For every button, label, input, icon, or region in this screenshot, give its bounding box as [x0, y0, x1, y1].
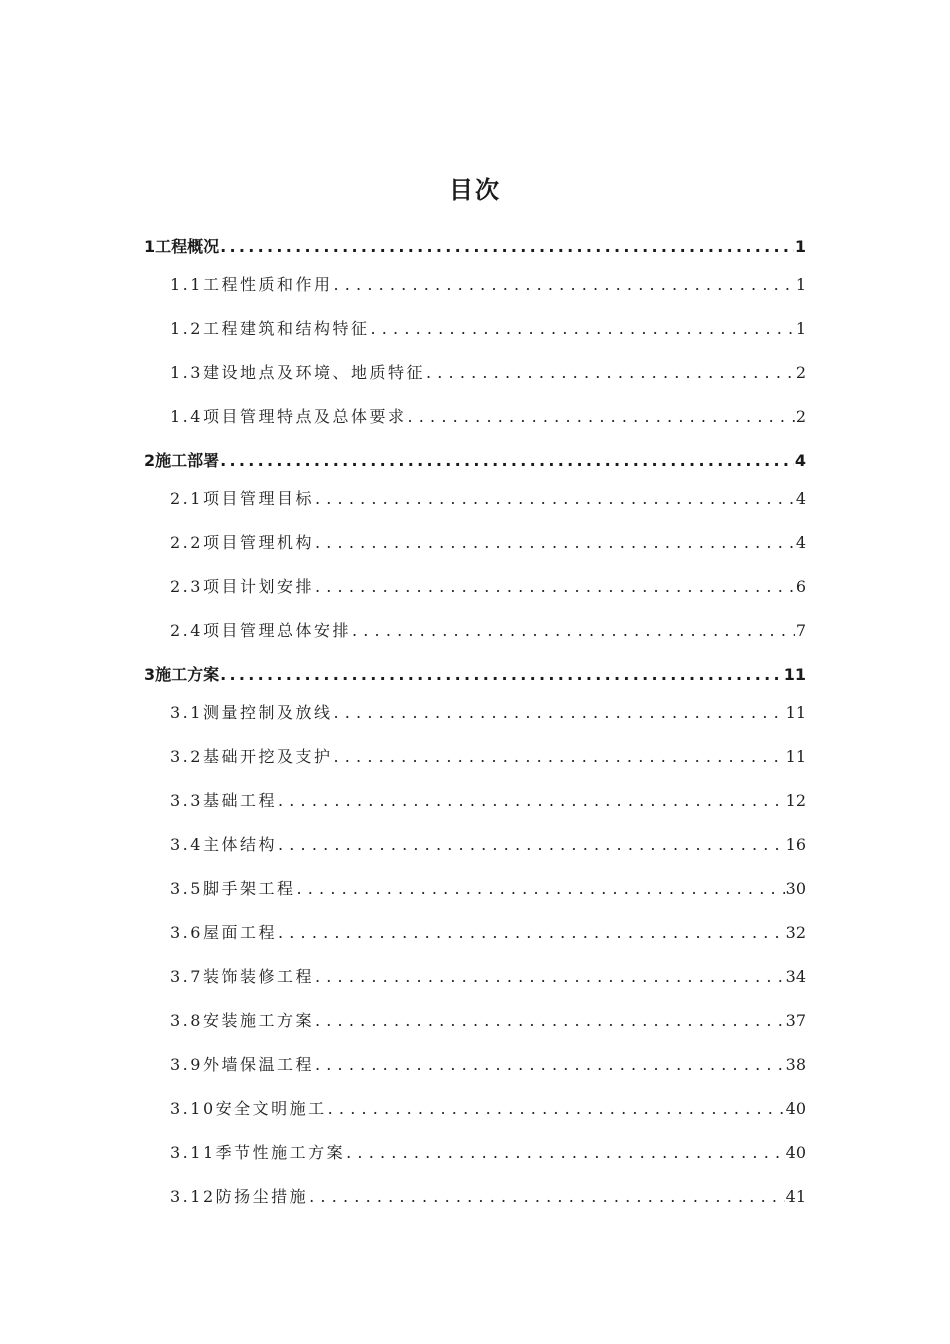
toc-number: 3.4 — [170, 835, 203, 854]
toc-entry[interactable] — [170, 745, 806, 769]
toc-leader — [296, 877, 784, 901]
toc-label: 项目管理总体安排 — [202, 621, 351, 640]
toc-entry[interactable] — [170, 1009, 806, 1033]
toc-page-number: 6 — [795, 577, 806, 596]
toc-label: 项目管理机构 — [202, 533, 314, 552]
toc-number: 2.1 — [170, 489, 203, 508]
toc-leader — [333, 273, 794, 297]
toc-entry[interactable] — [170, 575, 806, 599]
page-title: 目次 — [449, 176, 501, 204]
toc-label: 工程建筑和结构特征 — [202, 319, 370, 338]
toc-label: 工程性质和作用 — [202, 275, 333, 294]
toc-leader — [220, 235, 794, 259]
toc-label: 项目管理目标 — [202, 489, 314, 508]
toc-number: 2.4 — [170, 621, 203, 640]
toc-leader — [333, 701, 784, 725]
toc-leader — [220, 663, 783, 687]
toc-number: 3.6 — [170, 923, 203, 942]
toc-entry[interactable] — [170, 317, 806, 341]
toc-leader — [315, 531, 795, 555]
toc-number: 3.3 — [170, 791, 203, 810]
toc-number: 2 — [144, 451, 156, 470]
toc-page-number: 11 — [783, 665, 806, 684]
toc-label: 测量控制及放线 — [202, 703, 333, 722]
toc-page-number: 7 — [795, 621, 806, 640]
toc-entry[interactable] — [170, 1097, 806, 1121]
toc-leader — [328, 1097, 785, 1121]
toc-leader — [309, 1185, 785, 1209]
toc-entry[interactable] — [170, 921, 806, 945]
toc-page-number: 4 — [795, 533, 806, 552]
toc-leader — [278, 921, 785, 945]
toc-label: 主体结构 — [202, 835, 277, 854]
toc-entry[interactable] — [170, 487, 806, 511]
toc-entry[interactable] — [170, 361, 806, 385]
toc-label: 季节性施工方案 — [215, 1143, 346, 1162]
toc-page-number: 11 — [785, 747, 806, 766]
toc-number: 3.2 — [170, 747, 203, 766]
toc-entry[interactable] — [170, 965, 806, 989]
toc-page-number: 32 — [785, 923, 806, 942]
toc-leader — [426, 361, 795, 385]
toc-entry[interactable] — [170, 701, 806, 725]
toc-entry[interactable] — [144, 449, 806, 473]
toc-number: 3.10 — [170, 1099, 216, 1118]
toc-number: 1 — [144, 237, 156, 256]
toc-leader — [370, 317, 794, 341]
toc-number: 2.3 — [170, 577, 203, 596]
toc-leader — [315, 965, 785, 989]
toc-page-number: 40 — [785, 1099, 806, 1118]
toc-entry[interactable] — [170, 877, 806, 901]
toc-entry[interactable] — [170, 1141, 806, 1165]
toc-page-number: 4 — [794, 451, 806, 470]
toc-entry[interactable] — [170, 1053, 806, 1077]
toc-number: 1.1 — [170, 275, 203, 294]
toc-number: 3.9 — [170, 1055, 203, 1074]
toc-leader — [315, 1009, 785, 1033]
toc-entry[interactable] — [170, 789, 806, 813]
toc-label: 安全文明施工 — [215, 1099, 327, 1118]
toc-label: 防扬尘措施 — [215, 1187, 309, 1206]
toc-page-number: 34 — [785, 967, 806, 986]
toc-number: 3.1 — [170, 703, 203, 722]
toc-entry[interactable] — [170, 833, 806, 857]
toc-number: 3.11 — [170, 1143, 216, 1162]
toc-page-number: 1 — [794, 237, 806, 256]
toc-leader — [220, 449, 794, 473]
toc-number: 1.2 — [170, 319, 203, 338]
toc-leader — [315, 487, 795, 511]
toc-leader — [278, 789, 785, 813]
toc-page-number: 4 — [795, 489, 806, 508]
toc-label: 项目管理特点及总体要求 — [202, 407, 407, 426]
toc-entry[interactable] — [170, 405, 806, 429]
toc-label: 安装施工方案 — [202, 1011, 314, 1030]
toc-page-number: 16 — [785, 835, 806, 854]
toc-entry[interactable] — [170, 531, 806, 555]
toc-label: 项目计划安排 — [202, 577, 314, 596]
toc-label: 工程概况 — [155, 237, 220, 256]
toc-entry[interactable] — [144, 663, 806, 687]
toc-page-number: 2 — [795, 407, 806, 426]
toc-leader — [407, 405, 794, 429]
toc-label: 基础工程 — [202, 791, 277, 810]
toc-page-number: 38 — [785, 1055, 806, 1074]
toc-entry[interactable] — [170, 1185, 806, 1209]
toc-leader — [333, 745, 784, 769]
toc-page-number: 41 — [785, 1187, 806, 1206]
toc-leader — [315, 1053, 785, 1077]
toc-number: 3.7 — [170, 967, 203, 986]
toc-leader — [315, 575, 795, 599]
toc-number: 2.2 — [170, 533, 203, 552]
toc-label: 基础开挖及支护 — [202, 747, 333, 766]
toc-label: 脚手架工程 — [202, 879, 296, 898]
toc-label: 外墙保温工程 — [202, 1055, 314, 1074]
toc-page-number: 40 — [785, 1143, 806, 1162]
toc-label: 施工方案 — [155, 665, 220, 684]
toc-number: 3.12 — [170, 1187, 216, 1206]
toc-label: 建设地点及环境、地质特征 — [202, 363, 425, 382]
toc-entry[interactable] — [170, 273, 806, 297]
toc-page-number: 1 — [795, 275, 806, 294]
toc-entry[interactable] — [170, 619, 806, 643]
toc-leader — [278, 833, 785, 857]
toc-label: 装饰装修工程 — [202, 967, 314, 986]
toc-page-number: 12 — [785, 791, 806, 810]
toc-entry[interactable] — [144, 235, 806, 259]
toc-number: 3.5 — [170, 879, 203, 898]
toc-page-number: 37 — [785, 1011, 806, 1030]
toc-page-number: 1 — [795, 319, 806, 338]
toc-label: 屋面工程 — [202, 923, 277, 942]
toc-number: 3 — [144, 665, 156, 684]
toc-leader — [352, 619, 795, 643]
toc-leader — [346, 1141, 785, 1165]
toc-label: 施工部署 — [155, 451, 220, 470]
toc-page-number: 30 — [785, 879, 806, 898]
toc-number: 1.3 — [170, 363, 203, 382]
toc-page-number: 2 — [795, 363, 806, 382]
toc-number: 1.4 — [170, 407, 203, 426]
toc-page-number: 11 — [785, 703, 806, 722]
toc-number: 3.8 — [170, 1011, 203, 1030]
